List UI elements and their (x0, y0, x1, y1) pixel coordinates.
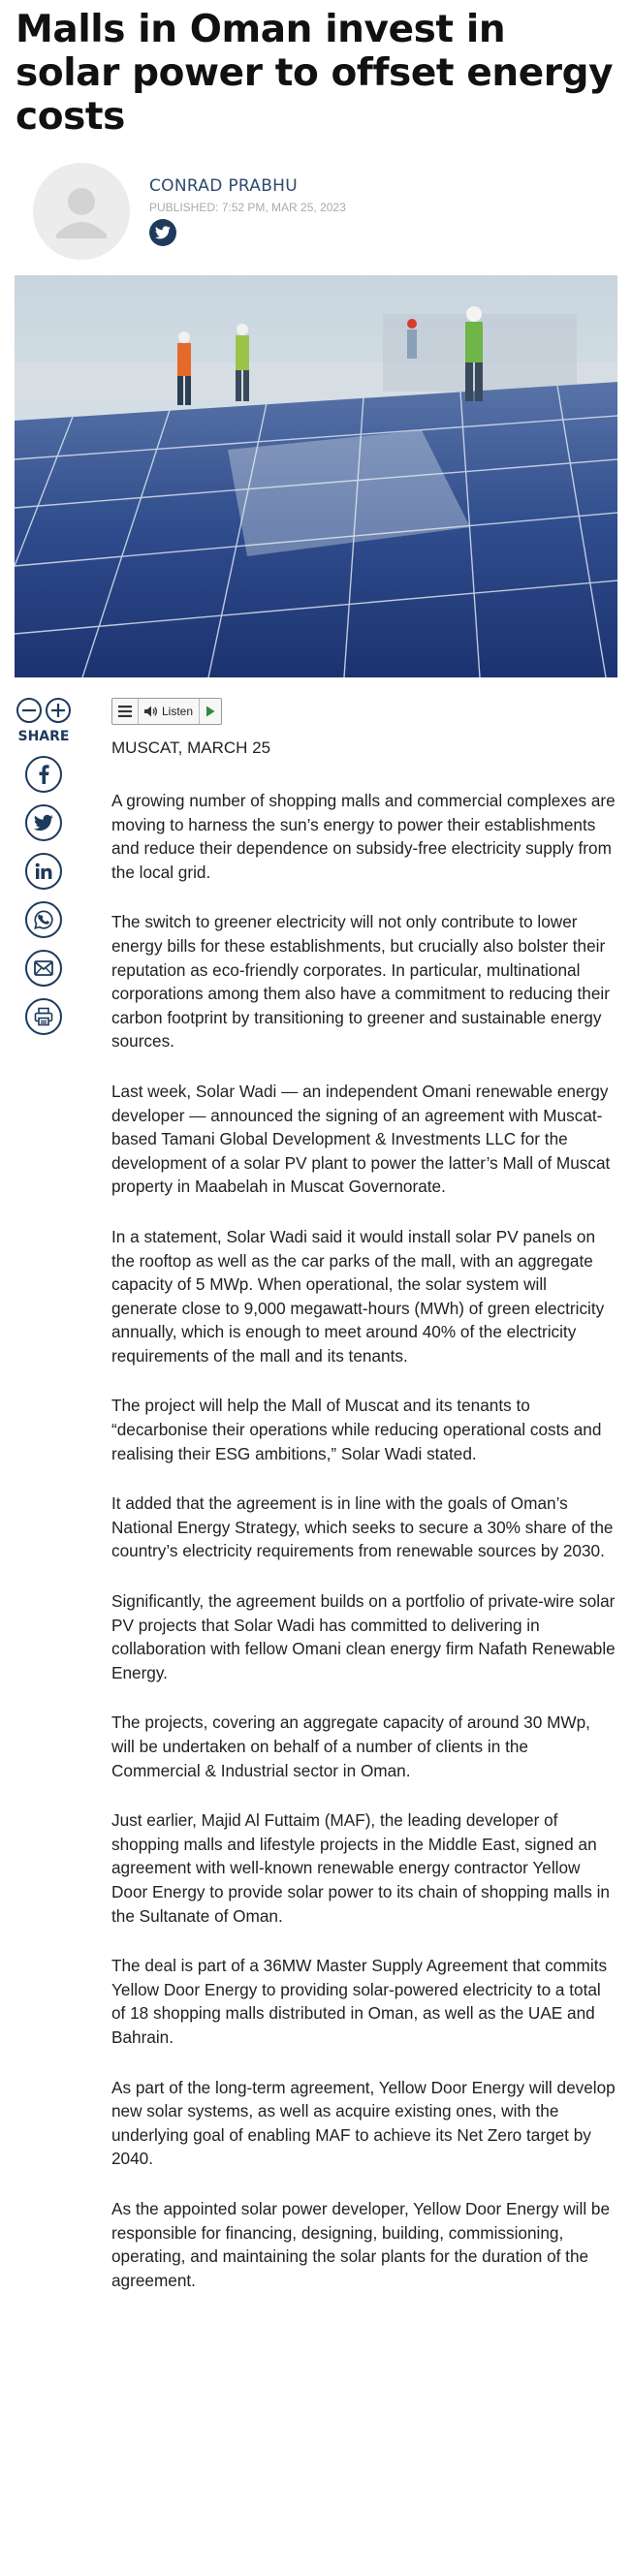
article-paragraph: The switch to greener electricity will not only contribute to lower energy bills for these establishments, but crucially also bolster their reputation as eco-friendly corporates. In particular, multinational corporations among them also have a commitment to reducing their carbon footprint by transitioning to greener and sustainable energy sources. (111, 912, 610, 1052)
play-button[interactable] (200, 699, 221, 724)
print-icon (34, 1007, 53, 1026)
share-whatsapp-button[interactable] (25, 901, 62, 938)
hero-photo-solar-panels (15, 275, 617, 677)
article-paragraph: As the appointed solar power developer, Yellow Door Energy will be responsible for financing, designing, building, commissioning, operating, and maintaining the solar plants for the duration of the agreement. (111, 2198, 611, 2290)
share-column (14, 696, 74, 1035)
article-paragraph: Just earlier, Majid Al Futtaim (MAF), the leading developer of shopping malls and lifestyle projects in the Middle East, signed an agreement with well-known renewable energy contractor Yellow Door Energy to provide solar power to its chain of shopping malls in the Sultanate of Oman. (111, 1810, 610, 1926)
linkedin-icon (35, 863, 52, 880)
article-paragraph: Last week, Solar Wadi — an independent Omani renewable energy developer — announced the signing of an agreement with Muscat-based Tamani Global Development & Investments LLC for the development of a solar PV plant to power the latter’s Mall of Muscat property in Maabelah in Muscat Governorate. (111, 1081, 611, 1197)
avatar-placeholder-icon (33, 163, 130, 260)
author-twitter-button[interactable] (149, 219, 176, 246)
listen-menu-button[interactable] (112, 699, 139, 724)
email-icon (34, 960, 53, 976)
published-timestamp: PUBLISHED: 7:52 PM, MAR 25, 2023 (149, 201, 346, 214)
article-paragraph: In a statement, Solar Wadi said it would install solar PV panels on the rooftop as well as the car parks of the mall, with an aggregate capacity of 5 MWp. When operational, the solar system will generate close to 9,000 megawatt-hours (MWh) of green electricity annually, which is enough to meet around 40% of the electricity requirements of the mall and its tenants. (111, 1226, 605, 1366)
zoom-out-icon (16, 697, 43, 724)
twitter-icon (34, 815, 53, 832)
article-paragraph: The deal is part of a 36MW Master Supply Agreement that commits Yellow Door Energy to providing solar-powered electricity to a total of 18 shopping malls distributed in Oman, as well as the UAE and Bahrain. (111, 1956, 608, 2047)
article-paragraph: It added that the agreement is in line with the goals of Oman’s National Energy Strategy, which seeks to secure a 30% share of the country’s electricity requirements from renewable sources by 2030. (111, 1493, 614, 1561)
zoom-in-icon (45, 697, 72, 724)
article-paragraph: The project will help the Mall of Muscat and its tenants to “decarbonise their operations while reducing operational costs and realising their ESG ambitions,” Solar Wadi stated. (111, 1396, 602, 1463)
dateline: MUSCAT, MARCH 25 (111, 738, 271, 757)
menu-icon (118, 706, 132, 717)
facebook-icon (38, 765, 49, 784)
zoom-out-button[interactable] (15, 696, 44, 725)
share-email-button[interactable] (25, 950, 62, 987)
listen-label: Listen (162, 705, 194, 718)
speaker-icon (144, 706, 158, 717)
article-body (111, 789, 616, 2318)
listen-player (111, 698, 222, 725)
share-twitter-button[interactable] (25, 804, 62, 841)
article-paragraph: The projects, covering an aggregate capacity of around 30 MWp, will be undertaken on behalf of a number of clients in the Commercial & Industrial sector in Oman. (111, 1712, 590, 1780)
listen-button[interactable] (139, 699, 200, 724)
article-paragraph: A growing number of shopping malls and commercial complexes are moving to harness the sun’s energy to power their establishments and reduce their dependence on subsidy-free electricity supply from the local grid. (111, 791, 616, 882)
author-name[interactable]: CONRAD PRABHU (149, 176, 299, 196)
play-icon (205, 706, 215, 717)
whatsapp-icon (33, 909, 54, 930)
zoom-controls (14, 696, 74, 725)
article-headline: Malls in Oman invest in solar power to offset energy costs (16, 8, 614, 139)
author-block (33, 163, 615, 264)
print-button[interactable] (25, 998, 62, 1035)
zoom-in-button[interactable] (44, 696, 73, 725)
article-paragraph: Significantly, the agreement builds on a portfolio of private-wire solar PV projects that Solar Wadi has committed to delivering in collaboration with fellow Omani clean energy firm Nafath Renewable Energy. (111, 1591, 616, 1682)
share-label: SHARE (17, 729, 70, 744)
article-paragraph: As part of the long-term agreement, Yellow Door Energy will develop new solar systems, as well as acquire existing ones, with the underlying goal of enabling MAF to achieve its Net Zero target by 2040. (111, 2077, 616, 2169)
share-linkedin-button[interactable] (25, 853, 62, 890)
author-avatar (33, 163, 130, 260)
twitter-icon (155, 226, 171, 239)
share-facebook-button[interactable] (25, 756, 62, 793)
